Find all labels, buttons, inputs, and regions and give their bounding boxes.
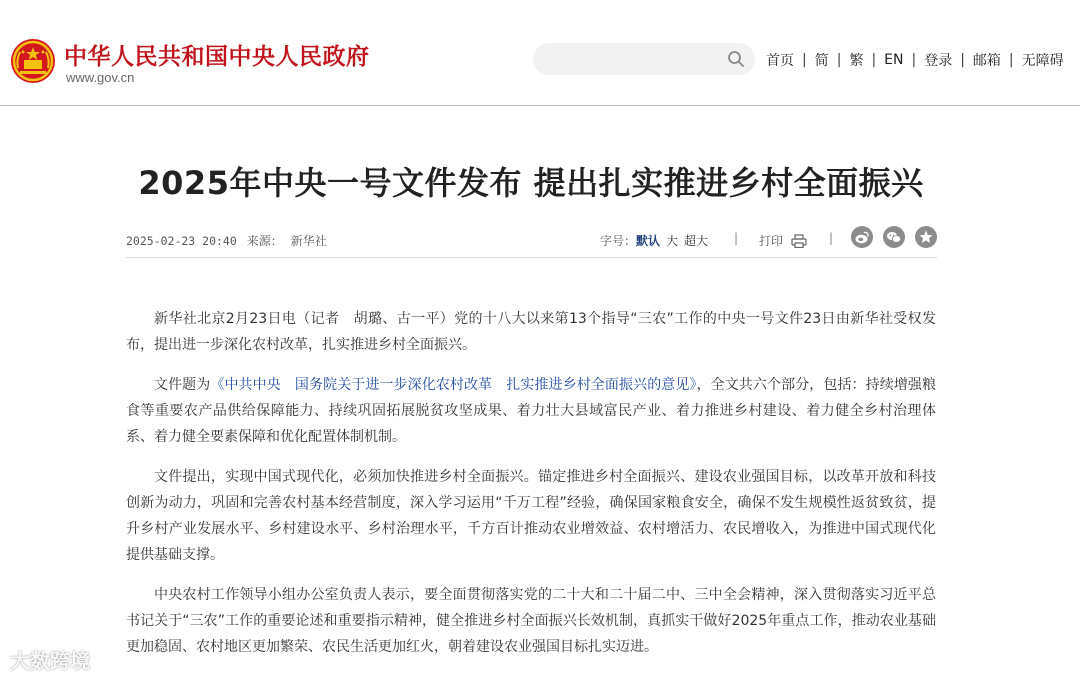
meta-divider <box>126 257 937 258</box>
print-label: 打印 <box>759 234 784 248</box>
nav-login[interactable]: 登录 <box>924 53 953 69</box>
nav-separator: | <box>911 52 917 68</box>
source-value: 新华社 <box>290 234 327 248</box>
nav-separator: | <box>960 52 965 68</box>
search-icon[interactable] <box>727 50 745 68</box>
print-button[interactable] <box>759 232 807 249</box>
wechat-icon <box>883 226 905 248</box>
favorite-icon <box>915 226 937 248</box>
search-input[interactable] <box>533 43 755 75</box>
paragraph-2-intro: 文件题为 <box>154 377 211 393</box>
site-header <box>0 0 1080 106</box>
article-meta <box>126 230 937 252</box>
share-favorite-button[interactable] <box>915 226 937 248</box>
article-body <box>126 306 936 674</box>
font-size-label: 字号： <box>600 234 637 248</box>
share-wechat-button[interactable] <box>883 226 905 248</box>
article-title: 2025年中央一号文件发布 提出扎实推进乡村全面振兴 <box>138 164 924 202</box>
publish-datetime: 2025-02-23 20:40 <box>126 234 237 248</box>
nav-separator: | <box>1008 52 1014 68</box>
site-url[interactable]: www.gov.cn <box>66 70 135 85</box>
meta-info <box>126 232 327 249</box>
nav-mailbox[interactable]: 邮箱 <box>972 53 1001 69</box>
nav-english[interactable]: EN <box>884 52 904 68</box>
source-label: 来源： <box>246 234 283 248</box>
nav-separator: | <box>871 52 877 68</box>
nav-accessibility[interactable]: 无障碍 <box>1021 53 1064 69</box>
nav-separator: | <box>802 52 807 68</box>
paragraph-3: 文件提出，实现中国式现代化，必须加快推进乡村全面振兴。锚定推进乡村全面振兴、建设农业强国目标，以改革开放和科技创新为动力，巩固和完善农村基本经营制度，深入学习运用“千万工程”经验，确保国家粮食安全，确保不发生规模性返贫致贫，提升乡村产业发展水平、乡村建设水平、乡村治理水平，千方百计推动农业增效益、农村增活力、农民增收入，为推进中国式现代化提供基础支撑。 <box>126 469 936 563</box>
nav-home[interactable]: 首页 <box>766 53 794 69</box>
weibo-icon <box>851 226 873 248</box>
paragraph-2 <box>126 372 936 450</box>
meta-separator: | <box>734 231 739 245</box>
paragraph-4: 中央农村工作领导小组办公室负责人表示，要全面贯彻落实党的二十大和二十届二中、三中全会精神，深入贯彻落实习近平总书记关于“三农”工作的重要论述和重要指示精神，健全推进乡村全面振兴长效机制，真抓实干做好2025年重点工作，推动农业基础更加稳固、农村地区更加繁荣、农民生活更加红火，朝着建设农业强国目标扎实迈进。 <box>126 587 936 655</box>
nav-separator: | <box>836 52 842 68</box>
national-emblem-icon[interactable] <box>10 38 56 84</box>
watermark-text: 大数跨境 <box>10 649 90 673</box>
font-size-default[interactable]: 默认 <box>636 234 661 248</box>
nav-simplified[interactable]: 简 <box>814 53 829 69</box>
printer-icon <box>791 234 807 248</box>
paragraph-2-body: ，全文共六个部分，包括：持续增强粮食等重要农产品供给保障能力、持续巩固拓展脱贫攻坚成果、着力壮大县域富民产业、着力推进乡村建设、着力健全乡村治理体系、着力健全要素保障和优化配置体制机制。 <box>126 377 937 445</box>
paragraph-1: 新华社北京2月23日电（记者 胡璐、古一平）党的十八大以来第13个指导“三农”工作的中央一号文件23日由新华社受权发布，提出进一步深化农村改革，扎实推进乡村全面振兴。 <box>126 311 936 353</box>
share-weibo-button[interactable] <box>851 226 873 248</box>
document-title-link[interactable]: 《中共中央 国务院关于进一步深化农村改革 扎实推进乡村全面振兴的意见》 <box>210 377 697 393</box>
top-nav <box>766 50 1064 70</box>
font-size-xlarge[interactable]: 超大 <box>684 234 709 248</box>
meta-separator: | <box>829 231 834 245</box>
nav-traditional[interactable]: 繁 <box>849 53 864 69</box>
site-title[interactable]: 中华人民共和国中央人民政府 <box>64 44 370 70</box>
font-size-selector <box>600 232 708 249</box>
font-size-large[interactable]: 大 <box>666 234 679 248</box>
watermark-logo <box>10 645 90 674</box>
